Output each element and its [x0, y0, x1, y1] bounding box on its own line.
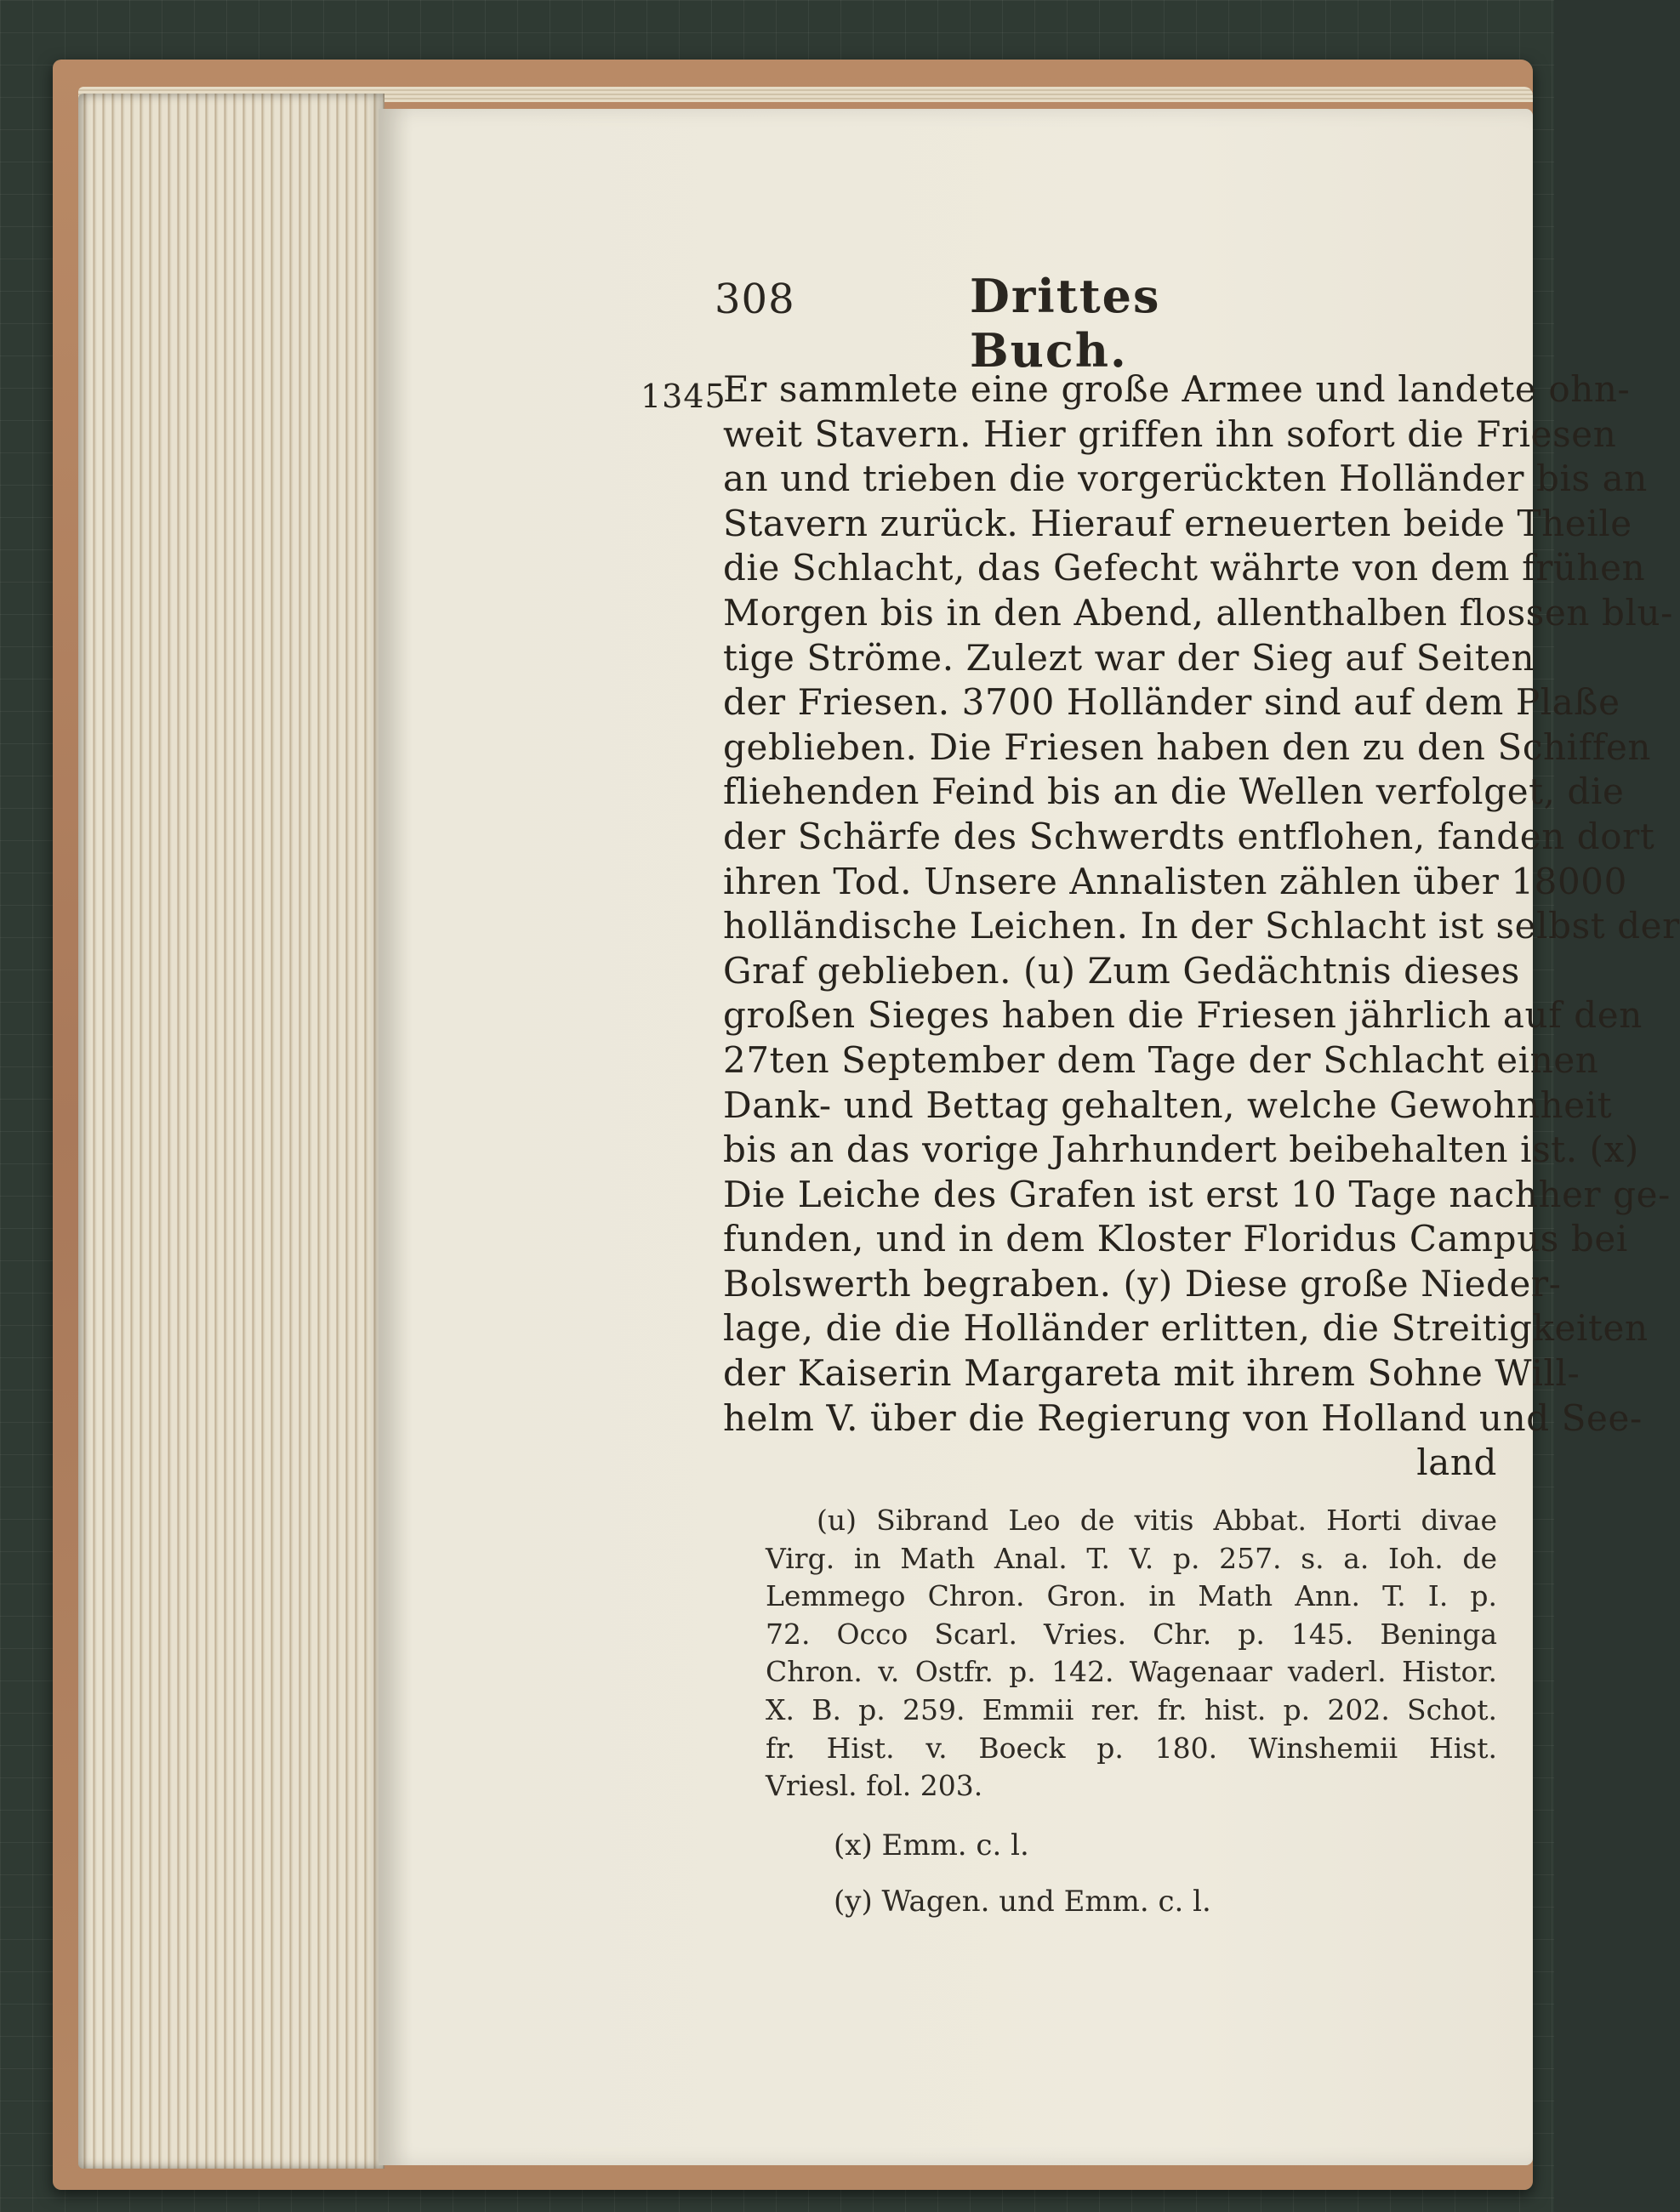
footnote-line: (u) Sibrand Leo de vitis Abbat. Horti divae	[817, 1504, 1497, 1537]
footnote-line: X. B. p. 259. Emmii rer. fr. hist. p. 202. Schot.	[766, 1692, 1497, 1726]
body-line: Dank- und Bettag gehalten, welche Gewohnheit	[723, 1083, 1613, 1126]
footnote-x: (x) Emm. c. l.	[834, 1828, 1029, 1862]
body-line: 27ten September dem Tage der Schlacht einen	[723, 1038, 1599, 1081]
body-line: Graf geblieben. (u) Zum Gedächtnis dieses	[723, 949, 1520, 992]
body-line: funden, und in dem Kloster Floridus Campus bei	[723, 1218, 1628, 1260]
footnote-u	[766, 1502, 1497, 1805]
margin-year-note: 1345	[641, 378, 726, 415]
footnote-line: fr. Hist. v. Boeck p. 180. Winshemii Hist.	[766, 1731, 1497, 1765]
body-line: tige Ströme. Zulezt war der Sieg auf Seiten	[723, 636, 1535, 679]
body-line: Er sammlete eine große Armee und landete ohn-	[723, 368, 1631, 410]
body-line: Morgen bis in den Abend, allenthalben flossen blu-	[723, 591, 1673, 634]
body-line: an und trieben die vorgerückten Holländer bis an	[723, 458, 1648, 500]
body-text	[723, 367, 1680, 1486]
body-line: der Schärfe des Schwerdts entflohen, fanden dort	[723, 815, 1655, 857]
body-line: Die Leiche des Grafen ist erst 10 Tage nachher ge-	[723, 1173, 1671, 1215]
footnote-line: Chron. v. Ostfr. p. 142. Wagenaar vaderl. Histor.	[766, 1655, 1497, 1689]
body-line: holländische Leichen. In der Schlacht ist selbst der	[723, 905, 1680, 947]
body-line: ihren Tod. Unsere Annalisten zählen über 18000	[723, 860, 1627, 902]
body-line: Stavern zurück. Hierauf erneuerten beide Theile	[723, 502, 1632, 544]
body-line: lage, die die Holländer erlitten, die Streitigkeiten	[723, 1307, 1649, 1350]
body-line: helm V. über die Regierung von Holland und See-	[723, 1396, 1643, 1439]
running-head: Drittes Buch.	[970, 269, 1161, 378]
body-line: weit Stavern. Hier griffen ihn sofort die Friesen	[723, 412, 1617, 455]
page-header	[715, 269, 1276, 378]
body-line: geblieben. Die Friesen haben den zu den Schiffen	[723, 725, 1652, 768]
footnote-line: 72. Occo Scarl. Vries. Chr. p. 145. Beninga	[766, 1617, 1497, 1651]
body-line: fliehenden Feind bis an die Wellen verfolget, die	[723, 771, 1625, 813]
footnote-line: Vriesl. fol. 203.	[766, 1769, 983, 1803]
body-line: Bolswerth begraben. (y) Diese große Nieder-	[723, 1262, 1562, 1305]
footnote-line: Lemmego Chron. Gron. in Math Ann. T. I. p.	[766, 1579, 1497, 1613]
body-line: der Friesen. 3700 Holländer sind auf dem Plaße	[723, 681, 1620, 724]
body-line: die Schlacht, das Gefecht währte von dem frühen	[723, 547, 1646, 589]
body-line: bis an das vorige Jahrhundert beibehalten ist. (x)	[723, 1129, 1639, 1171]
page-number: 308	[715, 276, 795, 323]
page-edges-left	[78, 94, 384, 2169]
footnotes	[766, 1502, 1497, 1930]
body-line: der Kaiserin Margareta mit ihrem Sohne Will-	[723, 1352, 1580, 1395]
body-line: großen Sieges haben die Friesen jährlich auf den	[723, 994, 1643, 1037]
catchword: land	[1416, 1441, 1497, 1484]
footnote-y: (y) Wagen. und Emm. c. l.	[834, 1884, 1211, 1919]
footnote-line: Virg. in Math Anal. T. V. p. 257. s. a. Ioh. de	[766, 1541, 1497, 1575]
